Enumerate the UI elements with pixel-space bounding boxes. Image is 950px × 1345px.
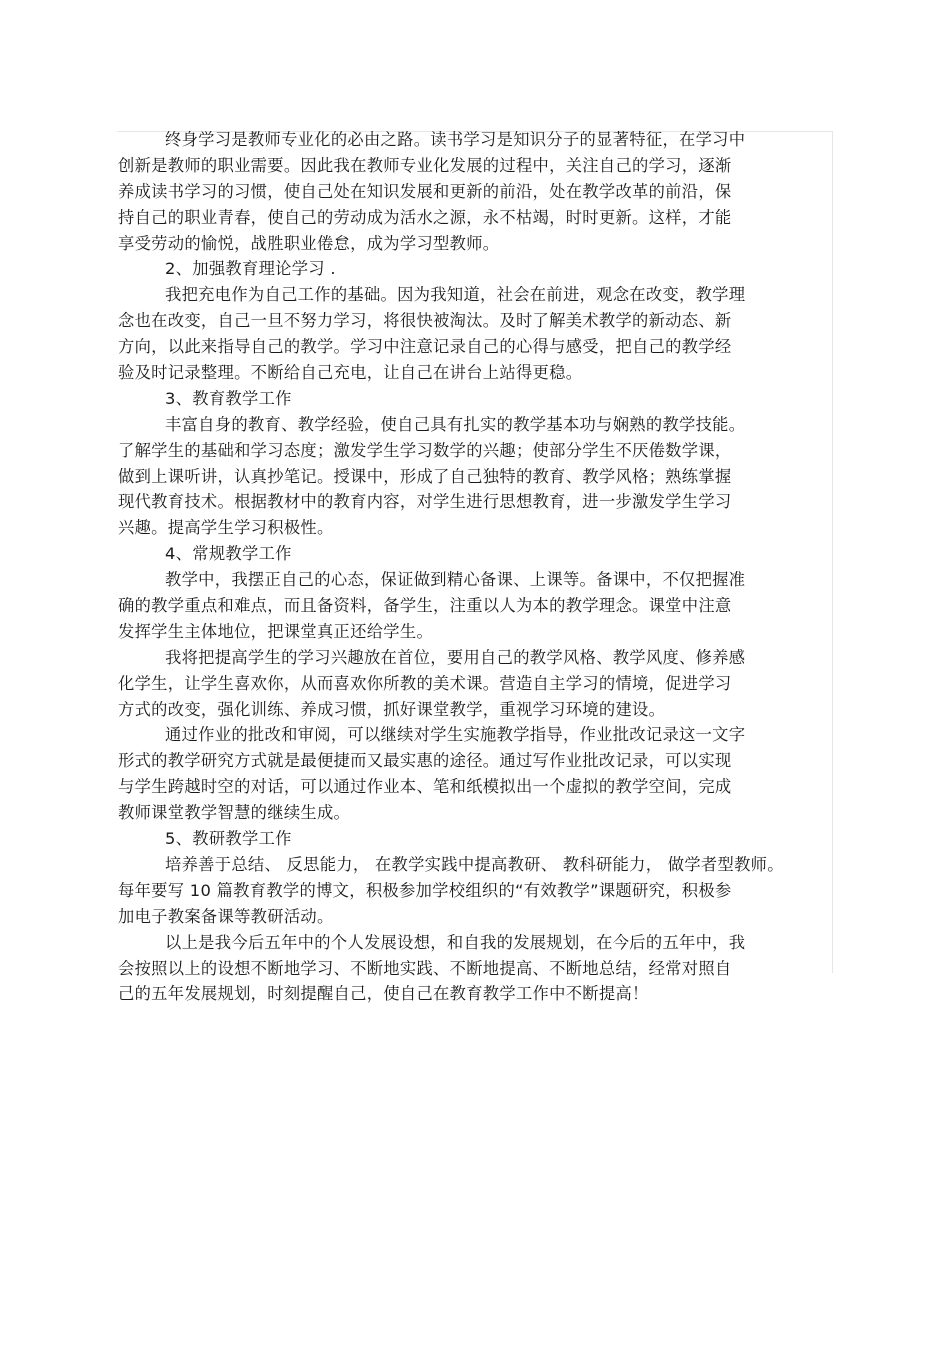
paragraph-start-line: 以上是我今后五年中的个人发展设想，和自我的发展规划，在今后的五年中，我 — [165, 932, 746, 952]
paragraph-line: 验及时记录整理。不断给自己充电，让自己在讲台上站得更稳。 — [118, 363, 583, 383]
paragraph-line: 确的教学重点和难点，而且备资料，备学生，注重以人为本的教学理念。课堂中注意 — [118, 596, 732, 616]
paragraph-start-line: 我把充电作为自己工作的基础。因为我知道，社会在前进，观念在改变，教学理 — [165, 285, 746, 305]
paragraph-start-line: 我将把提高学生的学习兴趣放在首位，要用自己的教学风格、教学风度、修养感 — [165, 647, 746, 667]
paragraph-start-line: 3、教育教学工作 — [165, 388, 292, 408]
paragraph-start-line: 4、常规教学工作 — [165, 544, 292, 564]
paragraph-start-line: 5、教研教学工作 — [165, 829, 292, 849]
paragraph-start-line: 培养善于总结、 反思能力， 在教学实践中提高教研、 教科研能力， 做学者型教师。 — [165, 854, 784, 874]
paragraph-line: 化学生，让学生喜欢你，从而喜欢你所教的美术课。营造自主学习的情境，促进学习 — [118, 673, 732, 693]
paragraph-line: 己的五年发展规划，时刻提醒自己，使自己在教育教学工作中不断提高！ — [118, 984, 649, 1004]
paragraph-line: 会按照以上的设想不断地学习、不断地实践、不断地提高、不断地总结，经常对照自 — [118, 958, 732, 978]
paragraph-line: 发挥学生主体地位，把课堂真正还给学生。 — [118, 621, 434, 641]
paragraph-line: 现代教育技术。根据教材中的教育内容，对学生进行思想教育，进一步激发学生学习 — [118, 492, 732, 512]
paragraph-line: 兴趣。提高学生学习积极性。 — [118, 518, 334, 538]
paragraph-line: 加电子教案备课等教研活动。 — [118, 906, 334, 926]
paragraph-start-line: 终身学习是教师专业化的必由之路。读书学习是知识分子的显著特征，在学习中 — [165, 130, 746, 149]
paragraph-start-line: 2、加强教育理论学习 . — [165, 259, 336, 279]
document-body — [118, 127, 848, 1007]
paragraph-line: 持自己的职业青春，使自己的劳动成为活水之源，永不枯竭，时时更新。这样，才能 — [118, 207, 732, 227]
paragraph-line: 教师课堂教学智慧的继续生成。 — [118, 803, 351, 823]
paragraph-line: 念也在改变，自己一旦不努力学习，将很快被淘汰。及时了解美术教学的新动态、新 — [118, 311, 732, 331]
paragraph-line: 方向，以此来指导自己的教学。学习中注意记录自己的心得与感受，把自己的教学经 — [118, 337, 732, 357]
paragraph-line: 做到上课听讲，认真抄笔记。授课中，形成了自己独特的教育、教学风格；熟练掌握 — [118, 466, 732, 486]
paragraph-line: 养成读书学习的习惯，使自己处在知识发展和更新的前沿，处在教学改革的前沿，保 — [118, 181, 732, 201]
paragraph-start-line: 通过作业的批改和审阅，可以继续对学生实施教学指导，作业批改记录这一文字 — [165, 725, 746, 745]
paragraph-line: 享受劳动的愉悦，战胜职业倦怠，成为学习型教师。 — [118, 233, 500, 253]
paragraph-line: 形式的教学研究方式就是最便捷而又最实惠的途径。通过写作业批改记录，可以实现 — [118, 751, 732, 771]
paragraph-start-line: 教学中，我摆正自己的心态，保证做到精心备课、上课等。备课中，不仅把握准 — [165, 570, 746, 590]
paragraph-line: 方式的改变，强化训练、养成习惯，抓好课堂教学，重视学习环境的建设。 — [118, 699, 666, 719]
paragraph-line: 每年要写 10 篇教育教学的博文，积极参加学校组织的“有效教学”课题研究，积极参 — [118, 880, 732, 900]
paragraph-line: 了解学生的基础和学习态度；激发学生学习数学的兴趣；使部分学生不厌倦数学课， — [118, 440, 732, 460]
paragraph-start-line: 丰富自身的教育、教学经验，使自己具有扎实的教学基本功与娴熟的教学技能。 — [165, 414, 746, 434]
paragraph-line: 创新是教师的职业需要。因此我在教师专业化发展的过程中，关注自己的学习，逐渐 — [118, 155, 732, 175]
paragraph-line: 与学生跨越时空的对话，可以通过作业本、笔和纸模拟出一个虚拟的教学空间，完成 — [118, 777, 732, 797]
